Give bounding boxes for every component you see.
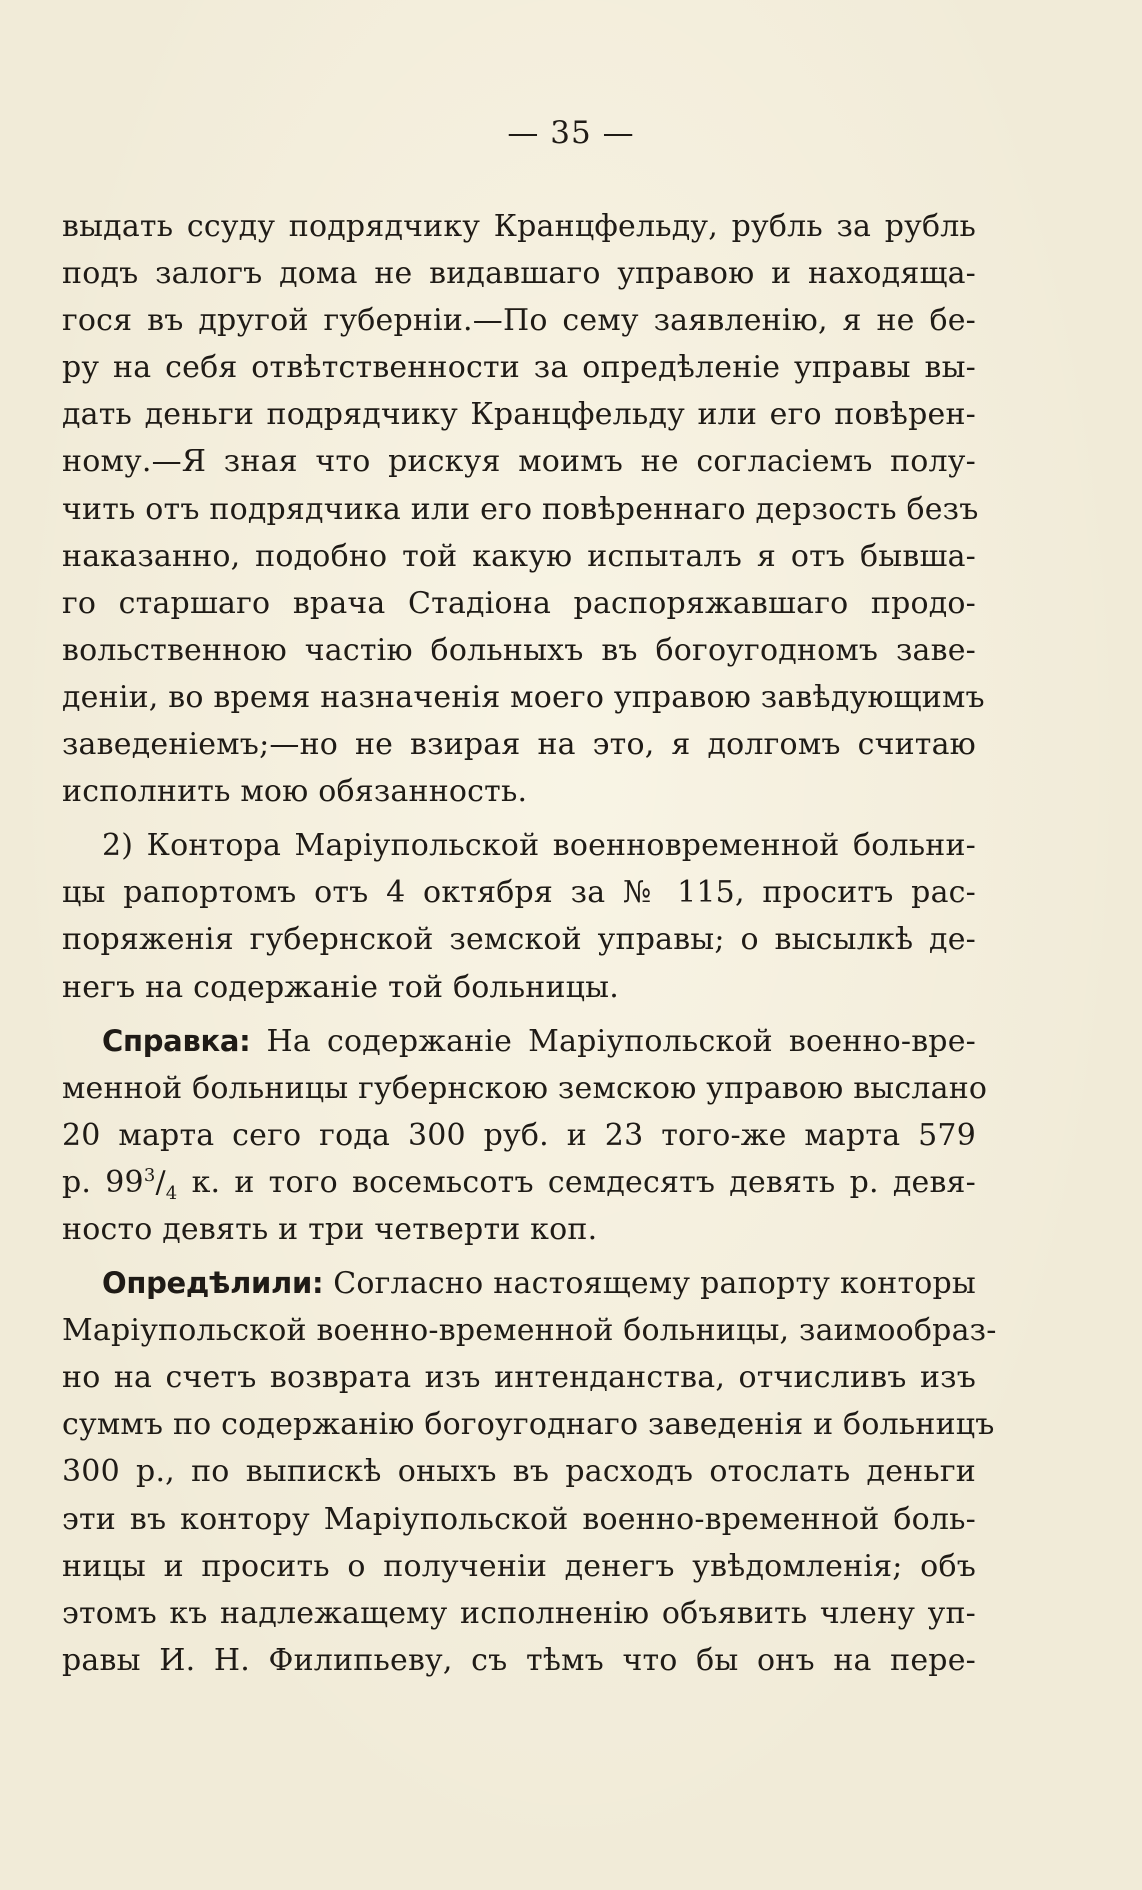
text-line: 2) Контора Маріупольской военновременной больни- <box>102 828 976 864</box>
spravka-label: Справка: <box>102 1023 251 1058</box>
text-line: чить отъ подрядчика или его повѣреннаго дерзость безъ <box>62 491 979 527</box>
text-line: этомъ къ надлежащему исполненію объявить члену уп- <box>62 1595 976 1631</box>
text-run: к. и того восемьсотъ семдесятъ девять р. девя- <box>177 1164 976 1200</box>
fraction-numerator: 3 <box>143 1164 156 1186</box>
text-line: вольственною частію больныхъ въ богоугодномъ заве- <box>62 632 976 668</box>
text-run: На содержаніе Маріупольской военно-вре- <box>250 1023 976 1059</box>
paragraph-opredelili <box>62 1260 997 1684</box>
text-line: выдать ссуду подрядчику Кранцфельду, рубль за рубль <box>62 209 976 244</box>
text-line: носто девять и три четверти коп. <box>62 1211 598 1247</box>
text-line: подъ залогъ дома не видавшаго управою и находяща- <box>62 256 976 292</box>
text-line: дать деньги подрядчику Кранцфельду или его повѣрен- <box>62 397 976 433</box>
text-line: заведеніемъ;—но не взирая на это, я долгомъ считаю <box>62 727 976 763</box>
text-line: гося въ другой губерніи.—По сему заявленію, я не бе- <box>62 303 976 339</box>
text-line <box>62 1159 976 1206</box>
text-line: 300 р., по выпискѣ оныхъ въ расходъ отослать деньги <box>62 1454 976 1490</box>
body-text <box>62 203 997 1684</box>
text-line: Маріупольской военно-временной больницы, заимообраз- <box>62 1313 997 1349</box>
fraction-slash: / <box>155 1164 166 1200</box>
paragraph-spravka <box>62 1018 988 1253</box>
text-line: наказанно, подобно той какую испыталъ я отъ бывша- <box>62 538 976 574</box>
paragraph-objection <box>62 203 985 815</box>
text-line: менной больницы губернскою земскою управою выслано <box>62 1070 988 1106</box>
text-line: поряженія губернской земской управы; о высылкѣ де- <box>62 922 976 958</box>
paragraph-item-2 <box>62 822 976 1010</box>
text-run: р. 99 <box>62 1164 144 1200</box>
text-line: 20 марта сего года 300 руб. и 23 того-же марта 579 <box>62 1117 976 1153</box>
fraction-denominator: 4 <box>165 1182 178 1204</box>
text-line: эти въ контору Маріупольской военно-временной боль- <box>62 1501 976 1537</box>
text-line <box>62 1018 976 1065</box>
text-line: деніи, во время назначенія моего управою завѣдующимъ <box>62 679 985 715</box>
text-line: ницы и просить о полученіи денегъ увѣдомленія; объ <box>62 1548 976 1584</box>
text-line: цы рапортомъ отъ 4 октября за № 115, проситъ рас- <box>62 875 976 911</box>
text-line: но на счетъ возврата изъ интенданства, отчисливъ изъ <box>62 1360 976 1396</box>
text-line: равы И. Н. Филипьеву, съ тѣмъ что бы онъ на пере- <box>62 1642 976 1678</box>
text-line: суммъ по содержанію богоугоднаго заведенія и больницъ <box>62 1407 995 1443</box>
text-line: ному.—Я зная что рискуя моимъ не согласіемъ полу- <box>62 444 976 480</box>
text-line: го старшаго врача Стадіона распоряжавшаго продо- <box>62 585 976 621</box>
page-number: — 35 — <box>507 115 635 151</box>
text-run: Согласно настоящему рапорту конторы <box>323 1266 976 1302</box>
text-line: ру на себя отвѣтственности за опредѣленіе управы вы- <box>62 350 976 386</box>
text-line <box>62 1260 976 1307</box>
opredelili-label: Опредѣлили: <box>102 1266 324 1301</box>
text-line: негъ на содержаніе той больницы. <box>62 969 619 1005</box>
text-line: исполнить мою обязанность. <box>62 774 528 810</box>
